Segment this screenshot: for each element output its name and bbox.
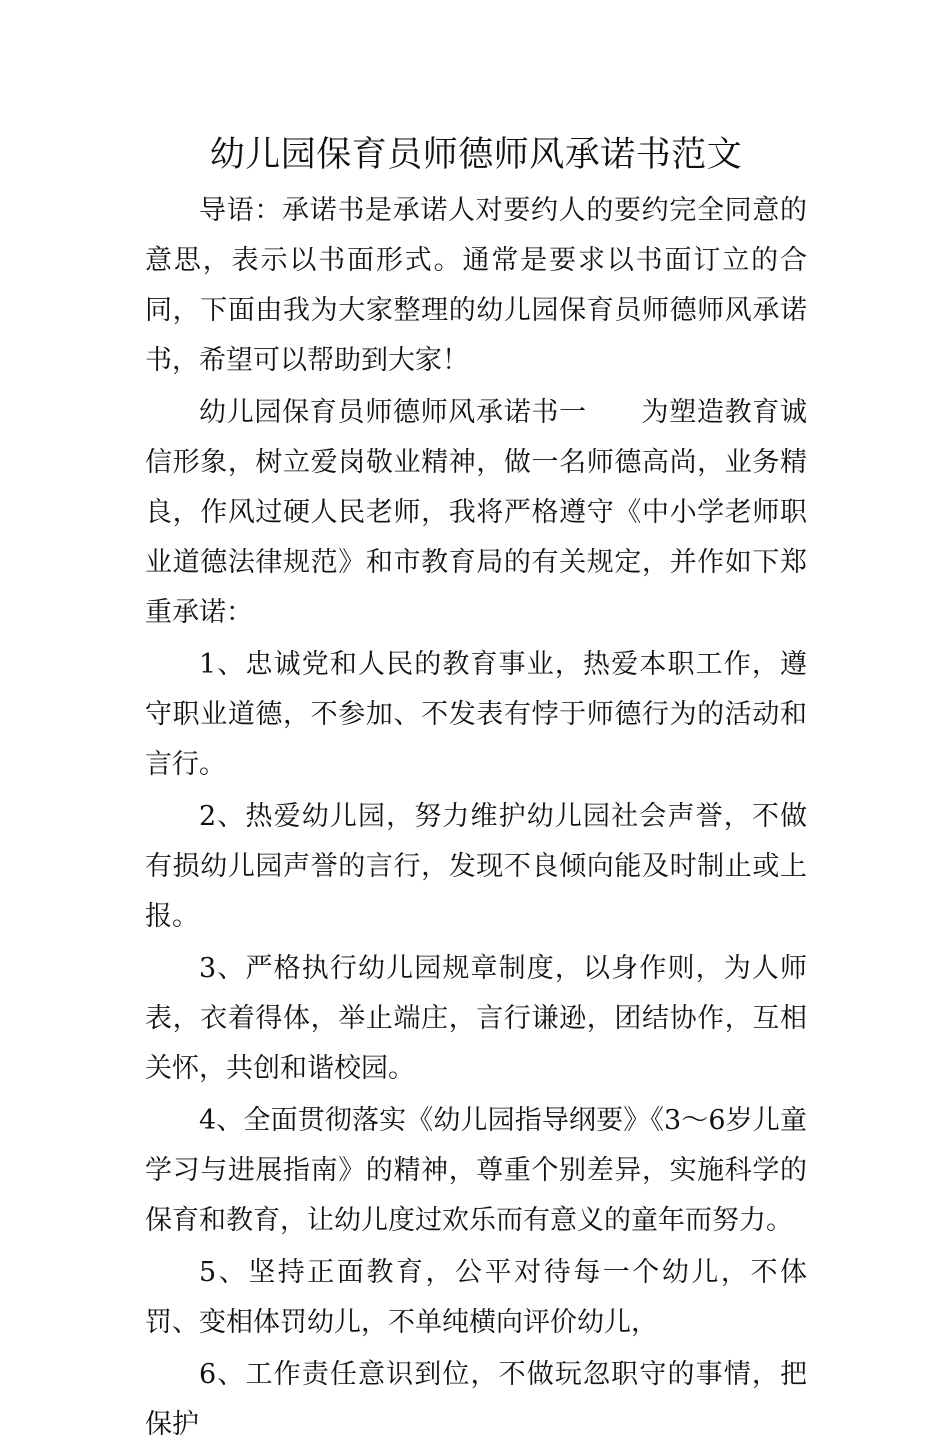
commitment-item-1: 1、忠诚党和人民的教育事业，热爱本职工作，遵守职业道德，不参加、不发表有悖于师德行为的活动和言行。 — [145, 649, 807, 780]
commitment-item-6: 6、工作责任意识到位，不做玩忽职守的事情，把保护 — [145, 1359, 807, 1440]
commitment-item-4: 4、全面贯彻落实《幼儿园指导纲要》《3～6岁儿童学习与进展指南》的精神，尊重个别差异，实施科学的保育和教育，让幼儿度过欢乐而有意义的童年而努力。 — [145, 1105, 807, 1236]
section-paragraph — [145, 388, 807, 638]
commitment-item-5: 5、坚持正面教育，公平对待每一个幼儿，不体罚、变相体罚幼儿，不单纯横向评价幼儿， — [145, 1257, 807, 1338]
section-heading: 幼儿园保育员师德师风承诺书一 — [199, 397, 587, 428]
document-title: 幼儿园保育员师德师风承诺书范文 — [209, 135, 743, 175]
section-intro: 为塑造教育诚信形象，树立爱岗敬业精神，做一名师德高尚，业务精良，作风过硬人民老师，我将严格遵守《中小学老师职业道德法律规范》和市教育局的有关规定，并作如下郑重承诺： — [145, 397, 808, 628]
commitment-item-2: 2、热爱幼儿园，努力维护幼儿园社会声誉，不做有损幼儿园声誉的言行，发现不良倾向能及时制止或上报。 — [145, 801, 807, 932]
intro-paragraph: 导语：承诺书是承诺人对要约人的要约完全同意的意思，表示以书面形式。通常是要求以书面订立的合同，下面由我为大家整理的幼儿园保育员师德师风承诺书，希望可以帮助到大家！ — [145, 195, 807, 376]
document-page — [145, 120, 807, 1450]
commitment-item-3: 3、严格执行幼儿园规章制度，以身作则，为人师表，衣着得体，举止端庄，言行谦逊，团结协作，互相关怀，共创和谐校园。 — [145, 953, 807, 1084]
